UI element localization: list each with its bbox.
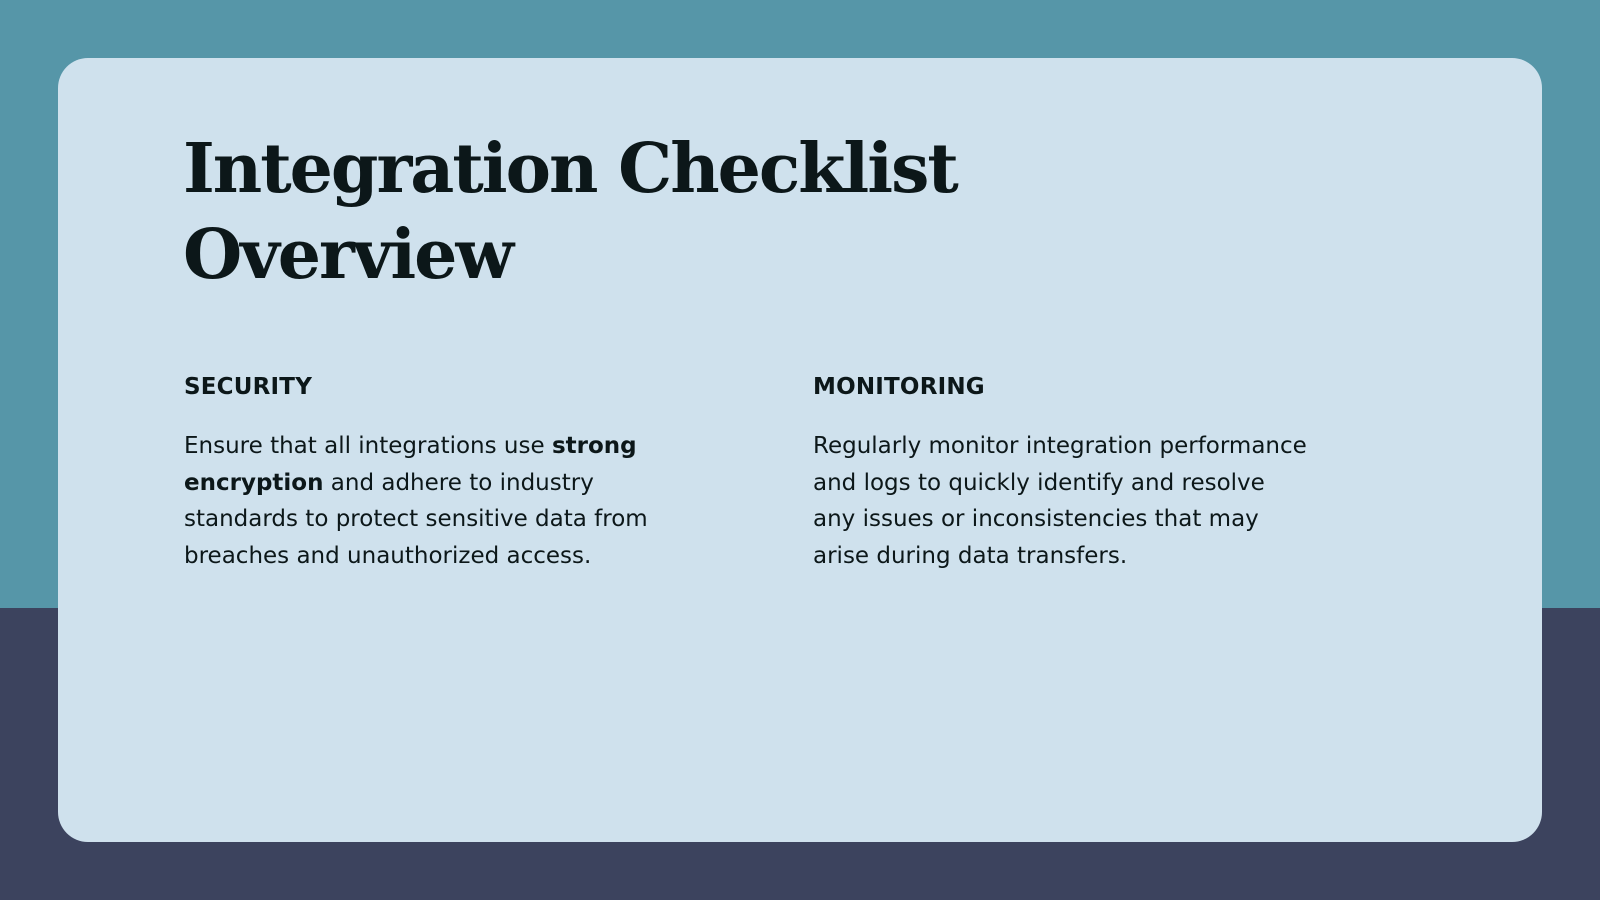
security-body-intro: Ensure that all integrations use [184, 433, 552, 459]
monitoring-heading: MONITORING [813, 374, 985, 400]
title-line-2: Overview [183, 215, 512, 295]
page-title [183, 126, 1183, 298]
title-line-1: Integration Checklist [183, 129, 957, 209]
security-body-emphasis: strong encryption [184, 433, 637, 496]
security-section [184, 372, 684, 574]
security-heading: SECURITY [184, 374, 313, 400]
monitoring-section [813, 372, 1313, 574]
security-body [184, 428, 684, 574]
security-body-rest: and adhere to industry standards to protect sensitive data from breaches and unauthorized access. [184, 469, 648, 569]
monitoring-body: Regularly monitor integration performance and logs to quickly identify and resolve any issues or inconsistencies that may arise during data transfers. [813, 433, 1307, 569]
